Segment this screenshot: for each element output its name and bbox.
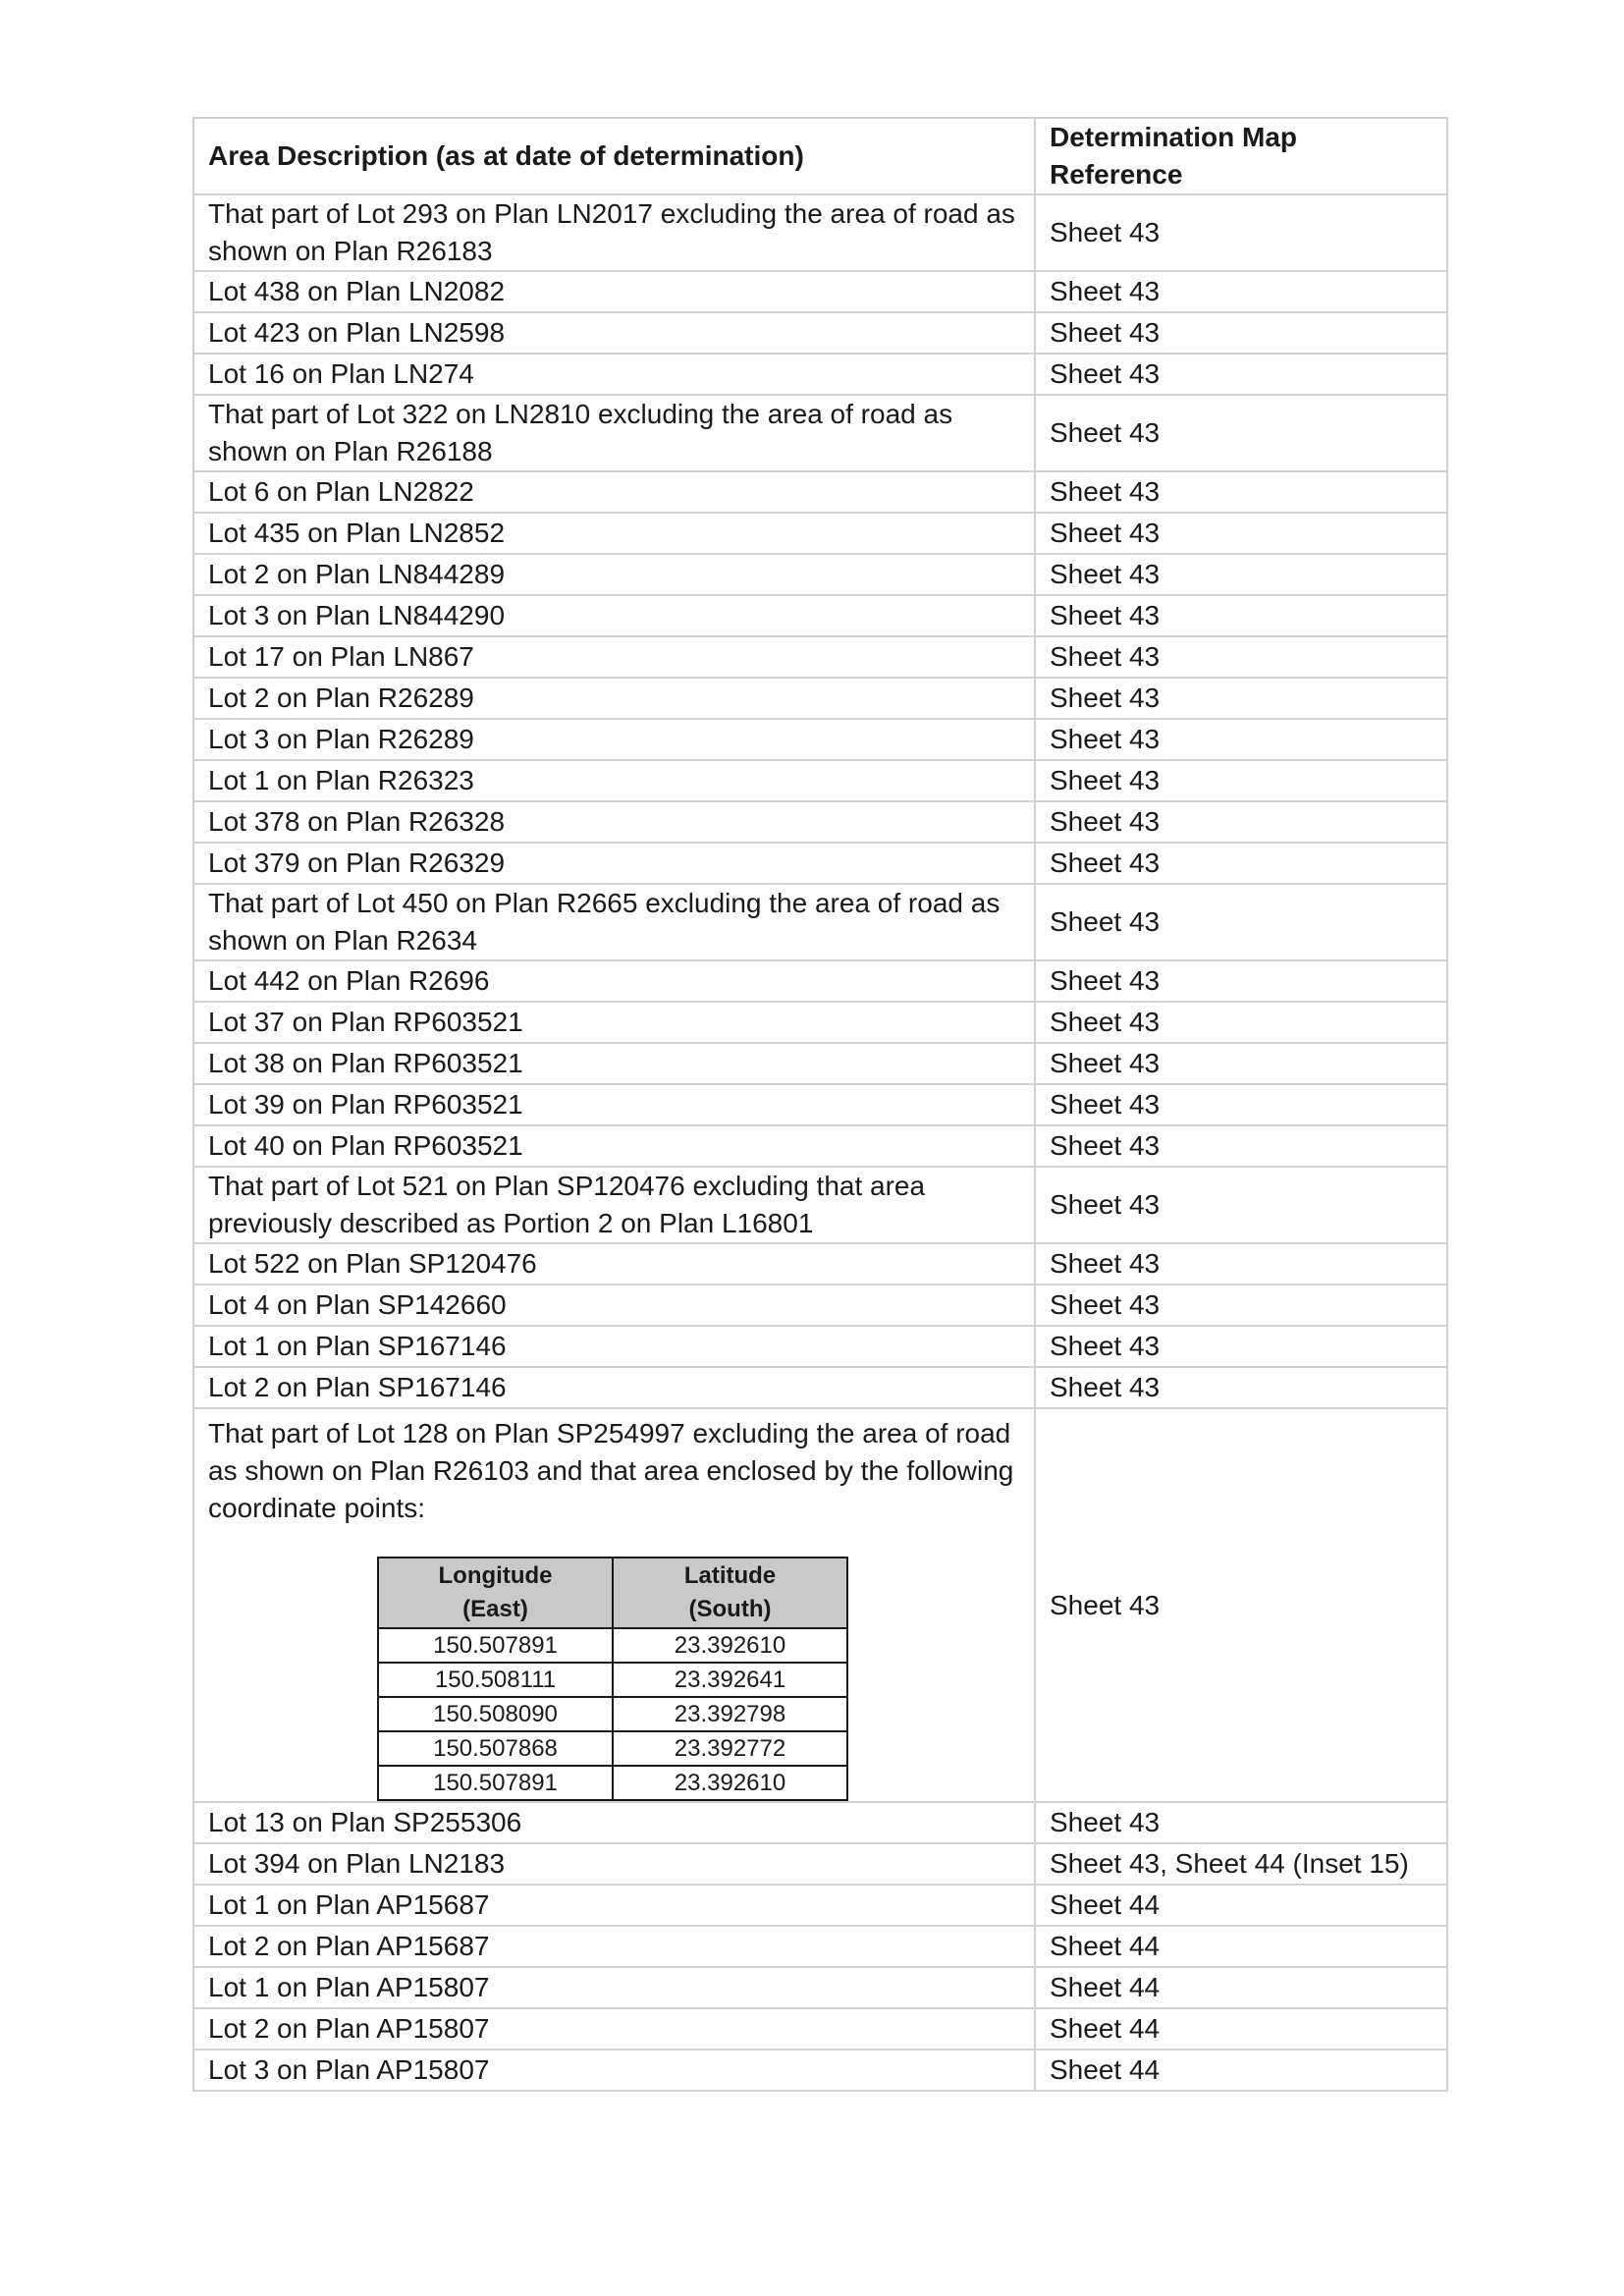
map-reference: Sheet 44 — [1035, 2008, 1447, 2050]
map-reference: Sheet 43 — [1035, 471, 1447, 513]
latitude-value: 23.392610 — [613, 1628, 847, 1663]
map-reference: Sheet 43 — [1035, 354, 1447, 395]
coordinates-header-row — [378, 1558, 847, 1628]
map-reference: Sheet 43 — [1035, 271, 1447, 312]
table-row — [193, 1885, 1447, 1926]
table-row — [193, 595, 1447, 636]
map-reference: Sheet 43 — [1035, 1802, 1447, 1843]
latitude-value: 23.392610 — [613, 1766, 847, 1800]
table-row — [193, 554, 1447, 595]
table-row — [193, 471, 1447, 513]
table-row — [193, 2008, 1447, 2050]
latitude-header-line1: Latitude — [683, 1562, 777, 1589]
area-description: Lot 6 on Plan LN2822 — [193, 471, 1035, 513]
coordinate-row — [378, 1697, 847, 1731]
table-row — [193, 194, 1447, 271]
coordinate-row — [378, 1731, 847, 1766]
area-description: Lot 3 on Plan R26289 — [193, 719, 1035, 760]
area-description-header: Area Description (as at date of determination) — [193, 118, 1035, 194]
area-description: Lot 2 on Plan SP167146 — [193, 1367, 1035, 1408]
area-description: Lot 4 on Plan SP142660 — [193, 1285, 1035, 1326]
map-reference: Sheet 43 — [1035, 760, 1447, 801]
coordinate-row — [378, 1628, 847, 1663]
longitude-value: 150.508090 — [378, 1697, 613, 1731]
table-row — [193, 1408, 1447, 1802]
table-row — [193, 312, 1447, 354]
area-description: Lot 16 on Plan LN274 — [193, 354, 1035, 395]
map-reference: Sheet 44 — [1035, 1926, 1447, 1967]
table-row — [193, 1326, 1447, 1367]
area-description: Lot 435 on Plan LN2852 — [193, 513, 1035, 554]
area-description: Lot 3 on Plan LN844290 — [193, 595, 1035, 636]
latitude-value: 23.392772 — [613, 1731, 847, 1766]
area-description: Lot 13 on Plan SP255306 — [193, 1802, 1035, 1843]
area-description: Lot 1 on Plan SP167146 — [193, 1326, 1035, 1367]
longitude-header-line1: Longitude — [438, 1562, 553, 1589]
map-reference: Sheet 44 — [1035, 2050, 1447, 2091]
table-row — [193, 636, 1447, 678]
area-description: That part of Lot 521 on Plan SP120476 excluding that area previously described as Portion 2 on Plan L16801 — [193, 1167, 1035, 1243]
map-reference: Sheet 43 — [1035, 960, 1447, 1002]
table-row — [193, 395, 1447, 471]
table-row — [193, 1967, 1447, 2008]
map-reference: Sheet 43, Sheet 44 (Inset 15) — [1035, 1843, 1447, 1885]
map-reference: Sheet 43 — [1035, 1167, 1447, 1243]
map-reference: Sheet 43 — [1035, 312, 1447, 354]
area-description: Lot 39 on Plan RP603521 — [193, 1084, 1035, 1125]
table-row — [193, 1084, 1447, 1125]
area-description: Lot 378 on Plan R26328 — [193, 801, 1035, 843]
table-row — [193, 884, 1447, 960]
map-reference: Sheet 44 — [1035, 1967, 1447, 2008]
map-reference: Sheet 43 — [1035, 1285, 1447, 1326]
map-reference: Sheet 43 — [1035, 1367, 1447, 1408]
map-reference: Sheet 43 — [1035, 395, 1447, 471]
table-row — [193, 760, 1447, 801]
longitude-value: 150.507891 — [378, 1766, 613, 1800]
map-reference: Sheet 44 — [1035, 1885, 1447, 1926]
map-reference: Sheet 43 — [1035, 636, 1447, 678]
longitude-value: 150.507868 — [378, 1731, 613, 1766]
area-description: That part of Lot 293 on Plan LN2017 excluding the area of road as shown on Plan R26183 — [193, 194, 1035, 271]
table-row — [193, 1843, 1447, 1885]
area-description: Lot 1 on Plan R26323 — [193, 760, 1035, 801]
longitude-header — [378, 1558, 613, 1628]
coordinate-row — [378, 1663, 847, 1697]
area-description: Lot 379 on Plan R26329 — [193, 843, 1035, 884]
table-row — [193, 1802, 1447, 1843]
map-reference-header-line2: Reference — [1050, 159, 1183, 190]
coordinates-table — [377, 1557, 848, 1801]
area-description: Lot 394 on Plan LN2183 — [193, 1843, 1035, 1885]
table-row — [193, 354, 1447, 395]
map-reference: Sheet 43 — [1035, 1125, 1447, 1167]
table-row — [193, 1243, 1447, 1285]
table-row — [193, 2050, 1447, 2091]
area-description: Lot 438 on Plan LN2082 — [193, 271, 1035, 312]
table-row — [193, 678, 1447, 719]
map-reference-header — [1035, 118, 1447, 194]
longitude-value: 150.508111 — [378, 1663, 613, 1697]
map-reference: Sheet 43 — [1035, 595, 1447, 636]
area-description: Lot 522 on Plan SP120476 — [193, 1243, 1035, 1285]
table-row — [193, 1926, 1447, 1967]
area-description: Lot 423 on Plan LN2598 — [193, 312, 1035, 354]
area-description: Lot 3 on Plan AP15807 — [193, 2050, 1035, 2091]
table-row — [193, 1367, 1447, 1408]
table-row — [193, 271, 1447, 312]
area-description: That part of Lot 322 on LN2810 excluding the area of road as shown on Plan R26188 — [193, 395, 1035, 471]
table-row — [193, 513, 1447, 554]
area-description: Lot 38 on Plan RP603521 — [193, 1043, 1035, 1084]
table-row — [193, 719, 1447, 760]
area-description: That part of Lot 450 on Plan R2665 excluding the area of road as shown on Plan R2634 — [193, 884, 1035, 960]
latitude-value: 23.392798 — [613, 1697, 847, 1731]
map-reference: Sheet 43 — [1035, 801, 1447, 843]
table-header-row — [193, 118, 1447, 194]
longitude-header-line2: (East) — [462, 1596, 528, 1622]
determination-table — [192, 117, 1448, 2092]
latitude-value: 23.392641 — [613, 1663, 847, 1697]
area-description: Lot 2 on Plan R26289 — [193, 678, 1035, 719]
map-reference: Sheet 43 — [1035, 1084, 1447, 1125]
map-reference: Sheet 43 — [1035, 1043, 1447, 1084]
area-description — [193, 1408, 1035, 1802]
longitude-value: 150.507891 — [378, 1628, 613, 1663]
latitude-header — [613, 1558, 847, 1628]
table-row — [193, 1125, 1447, 1167]
table-row — [193, 1167, 1447, 1243]
area-description-text: That part of Lot 128 on Plan SP254997 excluding the area of road as shown on Plan R26103 and that area enclosed by the following coordinate points: — [208, 1418, 1014, 1523]
map-reference: Sheet 43 — [1035, 678, 1447, 719]
map-reference: Sheet 43 — [1035, 1326, 1447, 1367]
area-description: Lot 37 on Plan RP603521 — [193, 1002, 1035, 1043]
map-reference: Sheet 43 — [1035, 884, 1447, 960]
area-description: Lot 1 on Plan AP15807 — [193, 1967, 1035, 2008]
table-row — [193, 801, 1447, 843]
map-reference: Sheet 43 — [1035, 1408, 1447, 1802]
map-reference-header-line1: Determination Map — [1050, 122, 1298, 152]
map-reference: Sheet 43 — [1035, 1002, 1447, 1043]
map-reference: Sheet 43 — [1035, 513, 1447, 554]
map-reference: Sheet 43 — [1035, 194, 1447, 271]
table-row — [193, 1002, 1447, 1043]
area-description: Lot 2 on Plan LN844289 — [193, 554, 1035, 595]
map-reference: Sheet 43 — [1035, 554, 1447, 595]
map-reference: Sheet 43 — [1035, 719, 1447, 760]
table-row — [193, 843, 1447, 884]
area-description: Lot 17 on Plan LN867 — [193, 636, 1035, 678]
area-description: Lot 40 on Plan RP603521 — [193, 1125, 1035, 1167]
map-reference: Sheet 43 — [1035, 843, 1447, 884]
table-row — [193, 1043, 1447, 1084]
area-description: Lot 2 on Plan AP15807 — [193, 2008, 1035, 2050]
coordinate-row — [378, 1766, 847, 1800]
map-reference: Sheet 43 — [1035, 1243, 1447, 1285]
table-row — [193, 960, 1447, 1002]
area-description: Lot 2 on Plan AP15687 — [193, 1926, 1035, 1967]
area-description: Lot 442 on Plan R2696 — [193, 960, 1035, 1002]
table-row — [193, 1285, 1447, 1326]
latitude-header-line2: (South) — [688, 1596, 772, 1622]
area-description: Lot 1 on Plan AP15687 — [193, 1885, 1035, 1926]
